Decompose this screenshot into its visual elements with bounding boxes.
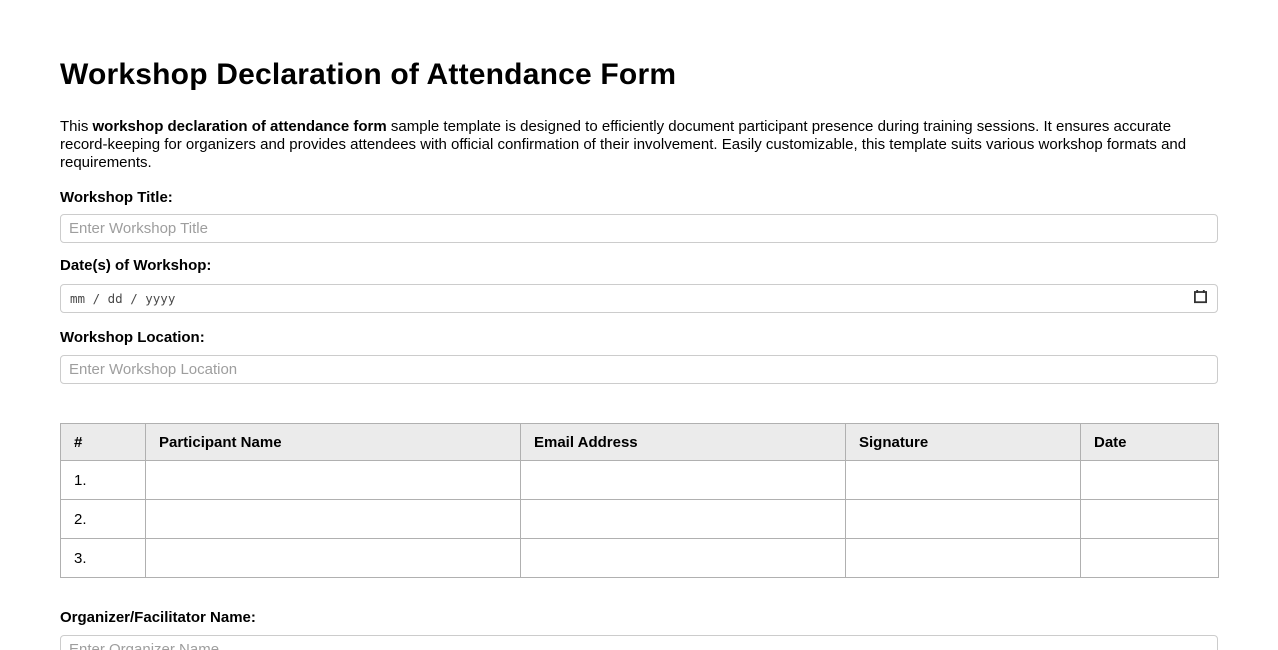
col-header-email-address: Email Address bbox=[521, 424, 846, 461]
description-bold: workshop declaration of attendance form bbox=[92, 118, 387, 135]
organizer-name-label: Organizer/Facilitator Name: bbox=[60, 609, 256, 626]
signature-cell bbox=[846, 539, 1081, 578]
date-cell bbox=[1081, 500, 1219, 539]
description bbox=[60, 118, 1218, 172]
row-number-cell: 3. bbox=[61, 539, 146, 578]
workshop-date-input[interactable] bbox=[60, 284, 1218, 313]
email-address-cell bbox=[521, 539, 846, 578]
date-placeholder-value: mm / dd / yyyy bbox=[70, 291, 176, 306]
row-number-cell: 2. bbox=[61, 500, 146, 539]
col-header-participant-name: Participant Name bbox=[146, 424, 521, 461]
date-cell bbox=[1081, 461, 1219, 500]
col-header-number: # bbox=[61, 424, 146, 461]
description-prefix: This bbox=[60, 118, 93, 135]
col-header-date: Date bbox=[1081, 424, 1219, 461]
form-page bbox=[0, 58, 1278, 650]
workshop-title-input[interactable] bbox=[60, 214, 1218, 243]
organizer-name-input[interactable] bbox=[60, 635, 1218, 650]
workshop-dates-label: Date(s) of Workshop: bbox=[60, 257, 212, 274]
participant-name-cell bbox=[146, 539, 521, 578]
date-cell bbox=[1081, 539, 1219, 578]
email-address-cell bbox=[521, 461, 846, 500]
attendance-table bbox=[60, 423, 1219, 578]
table-header-row bbox=[61, 424, 1219, 461]
email-address-cell bbox=[521, 500, 846, 539]
participant-name-cell bbox=[146, 461, 521, 500]
signature-cell bbox=[846, 461, 1081, 500]
page-title: Workshop Declaration of Attendance Form bbox=[60, 58, 677, 91]
participant-name-cell bbox=[146, 500, 521, 539]
workshop-location-label: Workshop Location: bbox=[60, 329, 205, 346]
calendar-icon[interactable] bbox=[1193, 289, 1208, 309]
workshop-title-label: Workshop Title: bbox=[60, 189, 173, 206]
table-row bbox=[61, 461, 1219, 500]
workshop-location-input[interactable] bbox=[60, 355, 1218, 384]
table-row bbox=[61, 500, 1219, 539]
col-header-signature: Signature bbox=[846, 424, 1081, 461]
table-row bbox=[61, 539, 1219, 578]
row-number-cell: 1. bbox=[61, 461, 146, 500]
signature-cell bbox=[846, 500, 1081, 539]
description-suffix: sample template is designed to efficiently document participant presence during training sessions. It ensures accurate record-keeping for organizers and provides attendees with official confirmation of their involvement. Easily customizable, this template suits various workshop formats and requirements. bbox=[60, 118, 1187, 171]
